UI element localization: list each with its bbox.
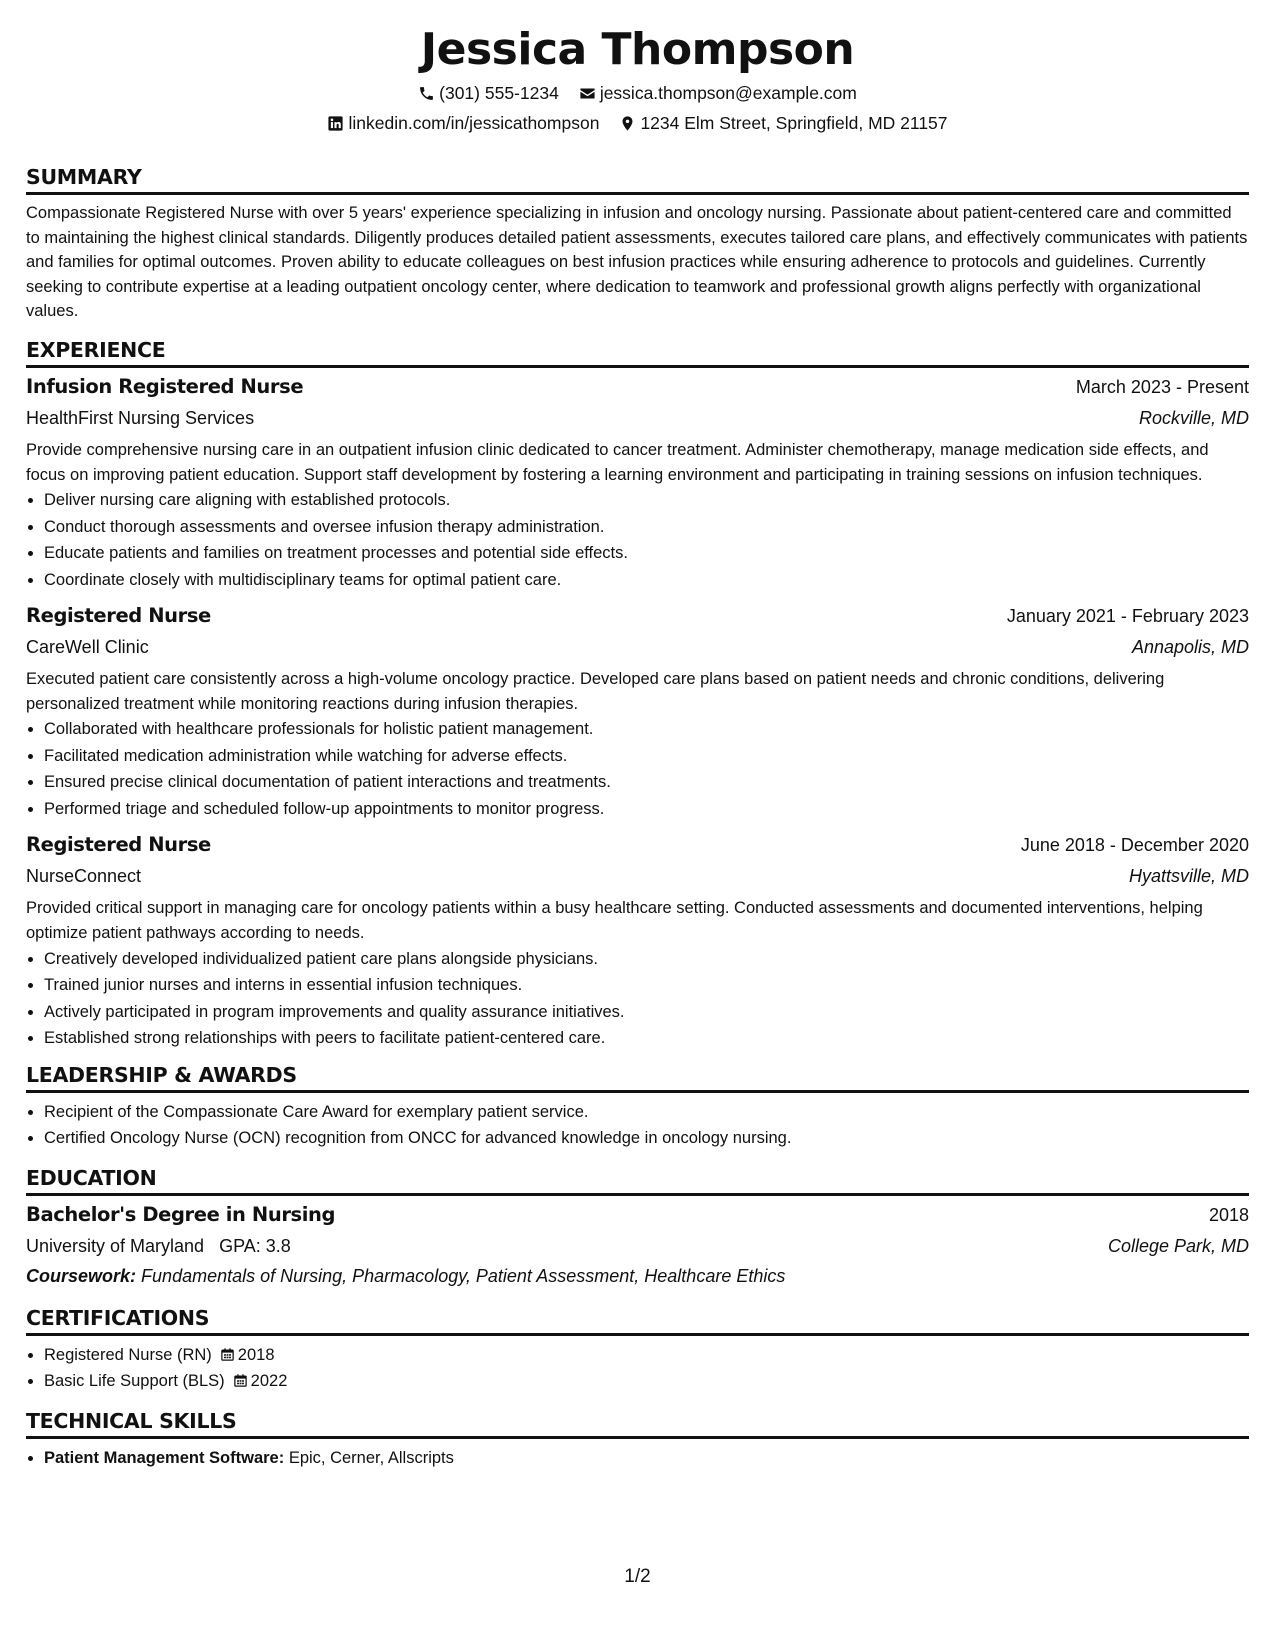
skills-list <box>26 1445 1249 1472</box>
list-item: • Coordinate closely with multidisciplinary teams for optimal patient care. <box>44 567 1249 594</box>
phone-number: (301) 555-1234 <box>439 82 559 103</box>
list-item: • Performed triage and scheduled follow-up appointments to monitor progress. <box>44 796 1249 823</box>
job-entry <box>26 829 1249 1051</box>
job-bullets <box>26 716 1249 822</box>
list-item: • Conduct thorough assessments and oversee infusion therapy administration. <box>44 514 1249 541</box>
linkedin-icon <box>327 115 344 132</box>
job-bullets <box>26 487 1249 593</box>
street-address: 1234 Elm Street, Springfield, MD 21157 <box>640 112 948 133</box>
certification-year: 2018 <box>237 1345 275 1364</box>
list-item: • Educate patients and families on treatment processes and potential side effects. <box>44 540 1249 567</box>
job-entry <box>26 371 1249 593</box>
job-subheader <box>26 403 1249 434</box>
resume-page <box>26 0 1249 1471</box>
section-title: EXPERIENCE <box>26 337 1249 368</box>
degree-name: Bachelor's Degree in Nursing <box>26 1202 336 1226</box>
address-contact <box>619 113 947 134</box>
job-title: Registered Nurse <box>26 833 211 857</box>
gpa: GPA: 3.8 <box>219 1235 291 1256</box>
school-line <box>26 1231 291 1262</box>
experience-section <box>26 337 1249 1052</box>
map-pin-icon <box>619 115 636 132</box>
email-contact[interactable] <box>579 83 857 104</box>
job-subheader <box>26 632 1249 663</box>
job-subheader <box>26 861 1249 892</box>
graduation-year: 2018 <box>1208 1204 1249 1225</box>
education-section <box>26 1165 1249 1290</box>
list-item: • Established strong relationships with peers to facilitate patient-centered care. <box>44 1025 1249 1052</box>
linkedin-url[interactable]: linkedin.com/in/jessicathompson <box>348 112 600 133</box>
list-item <box>44 1342 1249 1369</box>
leadership-section <box>26 1062 1249 1152</box>
coursework-line <box>26 1262 1249 1290</box>
certification-year: 2022 <box>250 1372 288 1391</box>
awards-list <box>26 1099 1249 1152</box>
linkedin-contact[interactable] <box>327 113 599 134</box>
job-location: Annapolis, MD <box>1131 637 1249 658</box>
list-item: • Ensured precise clinical documentation of patient interactions and treatments. <box>44 769 1249 796</box>
school-name: University of Maryland <box>26 1235 205 1256</box>
job-header <box>26 371 1249 403</box>
phone-contact <box>418 83 559 104</box>
skill-category: Patient Management Software: <box>44 1448 285 1467</box>
coursework-label: Coursework: <box>26 1265 137 1286</box>
list-item <box>44 1445 1249 1472</box>
job-description: Provided critical support in managing care for oncology patients within a busy healthcare setting. Conducted assessments and documented interventions, helping optimize patient pathways according to needs. <box>26 899 1203 942</box>
list-item: • Facilitated medication administration while watching for adverse effects. <box>44 743 1249 770</box>
list-item: • Actively participated in program improvements and quality assurance initiatives. <box>44 999 1249 1026</box>
envelope-icon <box>579 85 596 102</box>
coursework-list: Fundamentals of Nursing, Pharmacology, Patient Assessment, Healthcare Ethics <box>141 1265 786 1286</box>
job-date: January 2021 - February 2023 <box>1006 606 1249 627</box>
candidate-name: Jessica Thompson <box>420 24 855 75</box>
skills-section <box>26 1408 1249 1472</box>
list-item: • Collaborated with healthcare professionals for holistic patient management. <box>44 716 1249 743</box>
list-item: • Certified Oncology Nurse (OCN) recognition from ONCC for advanced knowledge in oncology nursing. <box>44 1125 1249 1152</box>
section-title: CERTIFICATIONS <box>26 1305 1249 1336</box>
phone-icon <box>418 85 435 102</box>
job-title: Registered Nurse <box>26 604 211 628</box>
certification-name: Registered Nurse (RN) <box>44 1345 212 1364</box>
list-item: • Recipient of the Compassionate Care Award for exemplary patient service. <box>44 1099 1249 1126</box>
skill-values: Epic, Cerner, Allscripts <box>288 1448 454 1467</box>
list-item: • Trained junior nurses and interns in essential infusion techniques. <box>44 972 1249 999</box>
school-location: College Park, MD <box>1107 1235 1249 1256</box>
job-entry <box>26 600 1249 822</box>
section-title: TECHNICAL SKILLS <box>26 1408 1249 1439</box>
job-title: Infusion Registered Nurse <box>26 374 304 398</box>
education-header <box>26 1199 1249 1231</box>
certifications-section <box>26 1305 1249 1395</box>
section-title: EDUCATION <box>26 1165 1249 1196</box>
list-item <box>44 1368 1249 1395</box>
list-item: • Deliver nursing care aligning with established protocols. <box>44 487 1249 514</box>
job-organization: HealthFirst Nursing Services <box>26 407 255 428</box>
calendar-icon <box>233 1373 248 1388</box>
job-date: March 2023 - Present <box>1075 376 1249 397</box>
education-subheader <box>26 1231 1249 1262</box>
section-title: LEADERSHIP & AWARDS <box>26 1062 1249 1093</box>
section-title: SUMMARY <box>26 164 1249 195</box>
job-description: Provide comprehensive nursing care in an outpatient infusion clinic dedicated to cancer treatment. Administer chemotherapy, manage medication side effects, and focus on improving patient education. Support staff development by fostering a learning environment and participating in training sessions on infusion techniques. <box>26 440 1209 484</box>
job-location: Rockville, MD <box>1138 407 1249 428</box>
job-header <box>26 600 1249 632</box>
contact-row-2 <box>26 108 1249 138</box>
job-organization: CareWell Clinic <box>26 637 149 658</box>
certification-name: Basic Life Support (BLS) <box>44 1372 225 1391</box>
summary-text: Compassionate Registered Nurse with over 5 years' experience specializing in infusion and oncology nursing. Passionate about patient-centered care and committed to maintaining the highest clinical standards. Diligently produces detailed patient assessments, executes tailored care plans, and effectively communicates with patients and families for optimal outcomes. Proven ability to educate colleagues on best infusion practices while ensuring adherence to protocols and guidelines. Currently seeking to contribute expertise at a leading outpatient oncology center, where dedication to teamwork and professional growth aligns perfectly with organizational values. <box>26 204 1248 321</box>
job-date: June 2018 - December 2020 <box>1020 835 1249 856</box>
certifications-list <box>26 1342 1249 1395</box>
job-bullets <box>26 946 1249 1052</box>
job-description: Executed patient care consistently across a high-volume oncology practice. Developed care plans based on patient needs and chronic conditions, delivering personalized treatment while monitoring reactions during infusion therapies. <box>26 670 1165 713</box>
list-item: • Creatively developed individualized patient care plans alongside physicians. <box>44 946 1249 973</box>
email-address[interactable]: jessica.thompson@example.com <box>599 82 857 103</box>
job-header <box>26 829 1249 861</box>
contact-row-1 <box>26 78 1249 108</box>
calendar-icon <box>220 1347 235 1362</box>
job-location: Hyattsville, MD <box>1128 866 1249 887</box>
page-number: 1/2 <box>624 1566 651 1587</box>
summary-section <box>26 164 1249 324</box>
job-organization: NurseConnect <box>26 866 142 887</box>
